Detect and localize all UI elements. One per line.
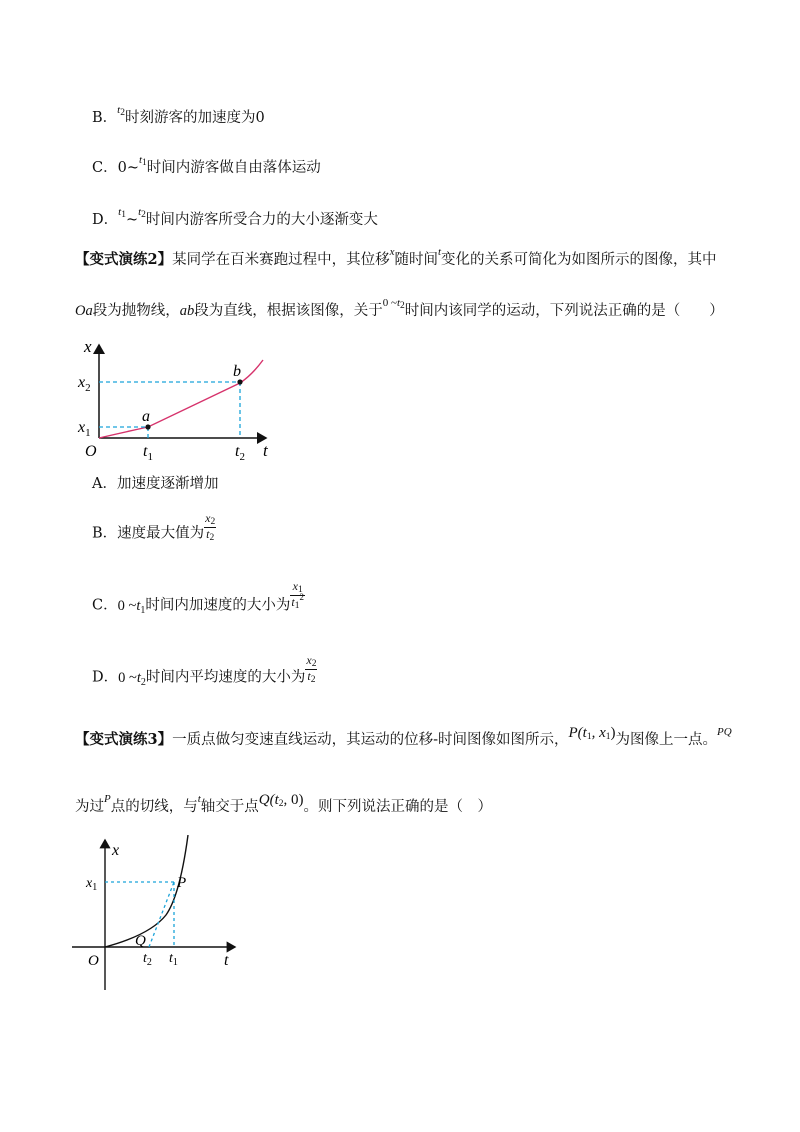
range-0-t1: 0 $\sim t_1$ xyxy=(117,597,146,616)
t-axis-label: t xyxy=(224,952,229,969)
range-0-t2: 0 ~t2 xyxy=(382,297,405,311)
q2-xt-graph xyxy=(70,335,290,465)
t1-label: $t_1$ xyxy=(143,443,153,463)
tangent-pq xyxy=(149,882,174,947)
point-b xyxy=(237,379,242,384)
q3-stem-line2: 为过$^P$点的切线，与$^t$轴交于点Q(t2, 0)。则下列说法正确的是（ ） xyxy=(75,792,493,815)
t2-label: $t_2$ xyxy=(235,443,245,463)
label-q: Q xyxy=(135,933,146,949)
t1-label: $t_1$ xyxy=(169,951,178,968)
fraction-x1-over-t1-squared: $\frac{x1}{t1^2}$ xyxy=(291,579,304,611)
fraction-x2-over-t2: $\frac{x2}{t2}$ xyxy=(306,653,317,685)
origin-label: O xyxy=(88,953,99,969)
q3-tag: 【变式演练3】 xyxy=(75,731,173,748)
q2-tag: 【变式演练2】 xyxy=(75,251,173,268)
point-a xyxy=(145,424,150,429)
fraction-x2-over-t2: $\frac{x2}{t2}$ xyxy=(205,511,216,543)
range-0-t2: 0 $\sim t_2$ xyxy=(118,669,146,688)
t1-var: t1 xyxy=(118,206,126,220)
t2-var: t2 xyxy=(117,104,125,118)
x2-label: $x_2$ xyxy=(78,374,91,394)
t1-var: t1 xyxy=(138,154,147,168)
point-p-coord: P(t1, x1) xyxy=(568,725,616,742)
q2-stem-line2: Oa段为抛物线，ab段为直线，根据该图像，关于$^{0 \sim t2}$时间内该同学的运动，下列说法正确的是（ ） xyxy=(75,297,724,319)
q2-stem-line1: 【变式演练2】某同学在百米赛跑过程中，其位移$^x$随时间$^t$变化的关系可简化为如图所示的图像，其中 xyxy=(75,246,717,268)
option-d: D．$^{t1}$~$^{t2}$时间内游客所受合力的大小逐渐变大 xyxy=(92,206,378,228)
x1-label: $x_1$ xyxy=(86,876,98,893)
q3-xt-graph xyxy=(70,835,250,995)
origin-label: O xyxy=(85,443,97,460)
x-axis-label: x xyxy=(84,337,92,356)
q3-stem-line1: 【变式演练3】一质点做匀变速直线运动，其运动的位移-时间图像如图所示，P(t1, x1)为图像上一点。$^{PQ}$ xyxy=(75,725,732,748)
t2-label: $t_2$ xyxy=(143,951,152,968)
label-a: a xyxy=(142,408,150,425)
t2-var: t2 xyxy=(138,206,146,220)
option-c: C．0~$^{t1}$时间内游客做自由落体运动 xyxy=(92,154,321,176)
q2-option-b: B．速度最大值为 $\frac{x2}{t2}$ xyxy=(92,511,216,543)
point-q-coord: Q(t2, 0) xyxy=(258,792,304,809)
q2-option-d: D．0 $\sim t_2$时间内平均速度的大小为 $\frac{x2}{t2}$ xyxy=(92,653,317,688)
option-b: B．$^{t2}$时刻游客的加速度为0 xyxy=(92,104,265,126)
label-p: P xyxy=(177,875,187,891)
t-axis-label: t xyxy=(263,441,268,460)
label-b: b xyxy=(233,363,241,380)
q2-option-a: A．加速度逐渐增加 xyxy=(92,476,219,492)
q2-option-c: C．0 $\sim t_1$时间内加速度的大小为 $\frac{x1}{t1^2}$ xyxy=(92,579,304,616)
x-axis-label: x xyxy=(112,842,120,859)
x1-label: $x_1$ xyxy=(78,419,91,439)
